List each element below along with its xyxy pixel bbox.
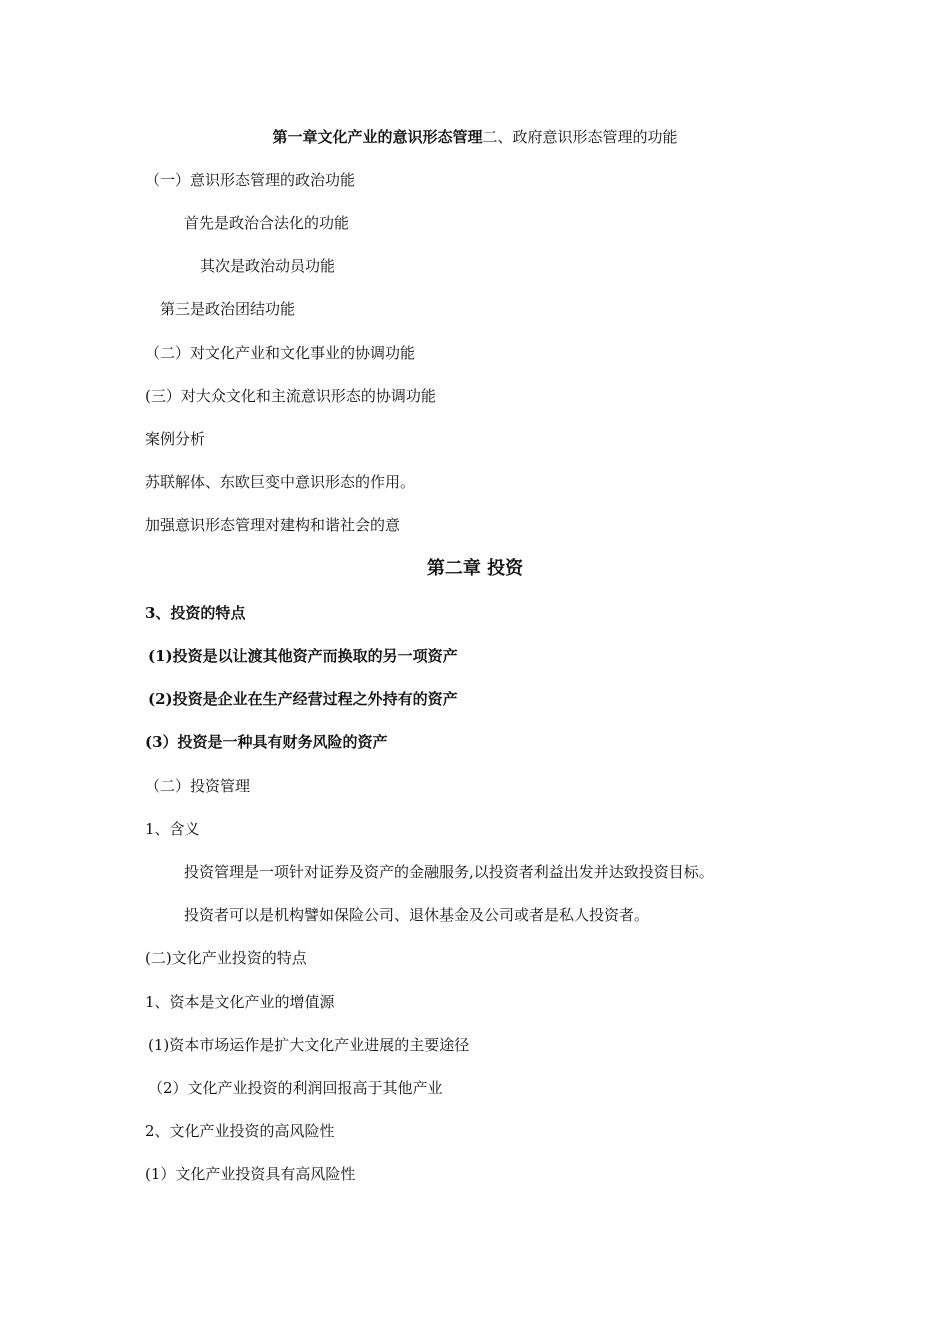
paragraph-high-risk: 2、文化产业投资的高风险性 <box>145 1122 335 1140</box>
paragraph-mass-culture-coordination: (三）对大众文化和主流意识形态的协调功能 <box>145 387 436 405</box>
chapter-1-title: 第一章文化产业的意识形态管理 <box>272 128 483 146</box>
paragraph-investment-feature-1: (1)投资是以让渡其他资产而换取的另一项资产 <box>148 647 458 665</box>
paragraph-investor-types: 投资者可以是机构譬如保险公司、退休基金及公司或者是私人投资者。 <box>184 906 650 924</box>
paragraph-mobilization: 其次是政治动员功能 <box>200 257 336 275</box>
paragraph-investment-feature-2: (2)投资是企业在生产经营过程之外持有的资产 <box>148 690 458 708</box>
paragraph-investment-feature-3: (3）投资是一种具有财务风险的资产 <box>145 733 388 751</box>
paragraph-profit-return: （2）文化产业投资的利润回报高于其他产业 <box>148 1079 443 1097</box>
paragraph-legitimation: 首先是政治合法化的功能 <box>184 214 350 232</box>
paragraph-investment-features: 3、投资的特点 <box>145 604 246 622</box>
chapter-2-heading: 第二章 投资 <box>426 558 524 579</box>
paragraph-investment-management: （二）投资管理 <box>145 777 251 795</box>
paragraph-case-analysis: 案例分析 <box>145 430 206 448</box>
paragraph-cultural-investment-features: (二)文化产业投资的特点 <box>145 949 307 967</box>
paragraph-unity: 第三是政治团结功能 <box>160 300 296 318</box>
page-title <box>0 127 950 147</box>
paragraph-harmonious-society: 加强意识形态管理对建构和谐社会的意 <box>145 516 401 534</box>
paragraph-high-risk-1: (1）文化产业投资具有高风险性 <box>145 1165 356 1183</box>
paragraph-capital-market: (1)资本市场运作是扩大文化产业进展的主要途径 <box>148 1036 470 1054</box>
paragraph-meaning: 1、含义 <box>145 820 200 838</box>
paragraph-capital-source: 1、资本是文化产业的增值源 <box>145 993 335 1011</box>
section-2-title: 二、政府意识形态管理的功能 <box>482 128 678 146</box>
paragraph-political-function: （一）意识形态管理的政治功能 <box>145 171 356 189</box>
paragraph-management-definition: 投资管理是一项针对证券及资产的金融服务,以投资者利益出发并达致投资目标。 <box>184 863 714 881</box>
paragraph-soviet-collapse: 苏联解体、东欧巨变中意识形态的作用。 <box>145 473 416 491</box>
paragraph-industry-coordination: （二）对文化产业和文化事业的协调功能 <box>145 344 416 362</box>
